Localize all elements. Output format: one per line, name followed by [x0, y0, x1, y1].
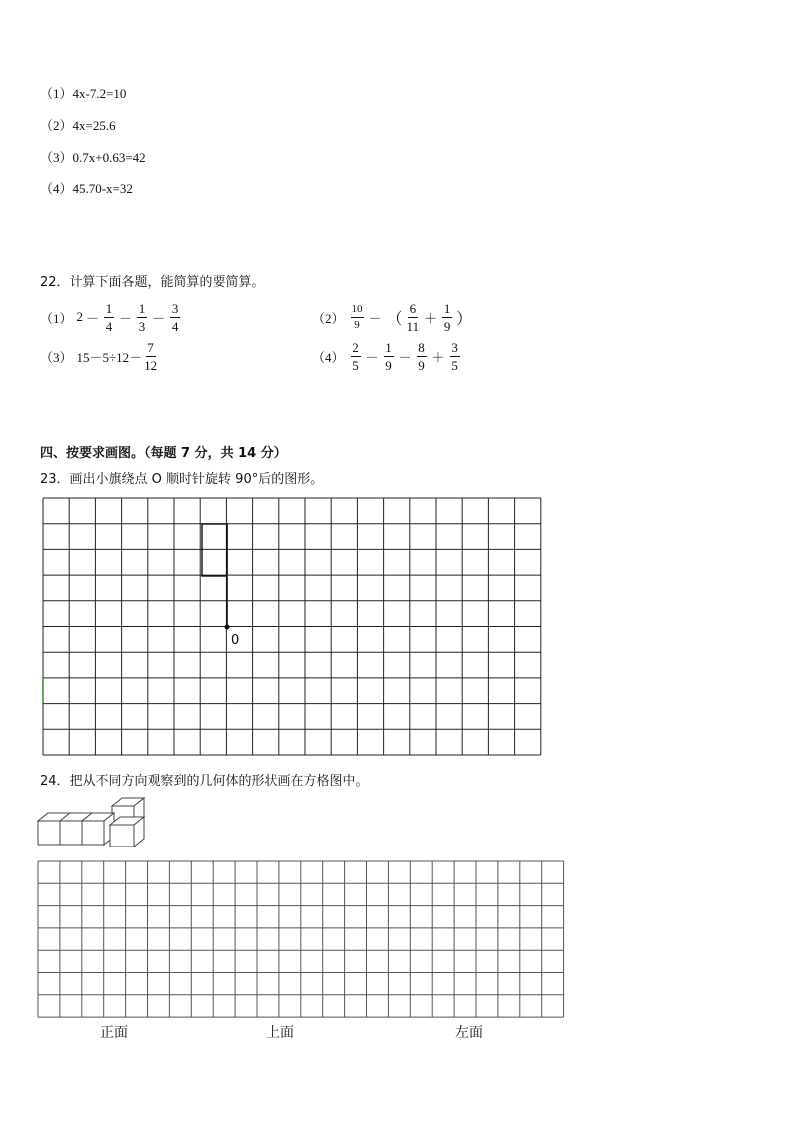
label-left-view: 左面 — [455, 1025, 483, 1041]
equation-3: （3）0.7x+0.63=42 — [40, 150, 146, 165]
problem-label: （1） — [40, 310, 73, 326]
flag-shape — [202, 524, 227, 576]
label-top-view: 上面 — [266, 1025, 294, 1041]
q23-title: 23．画出小旗绕点 O 顺时针旋转 90°后的图形。 — [40, 472, 324, 487]
minus-sign: － — [398, 349, 412, 365]
q22-problem-3 — [40, 336, 159, 376]
q22-problem-1 — [40, 297, 182, 337]
lead-expression: 15－5÷12－ — [76, 349, 143, 365]
fraction: $\frac{3}{4}$ — [171, 300, 179, 334]
fraction: $\frac{1}{3}$ — [138, 300, 146, 334]
section-4-title: 四、按要求画图。（每题 7 分，共 14 分） — [40, 446, 287, 461]
point-o-label: 0 — [231, 633, 240, 648]
point-o — [225, 625, 230, 630]
problem-label: （4） — [312, 349, 345, 365]
plus-sign: ＋ — [424, 310, 438, 326]
q22-problem-2 — [312, 297, 474, 337]
fraction: $\frac{8}{9}$ — [418, 339, 425, 373]
q23-grid — [42, 497, 548, 759]
equation-4: （4）45.70-x=32 — [40, 181, 133, 196]
problem-label: （3） — [40, 349, 73, 365]
fraction: $\frac{1}{9}$ — [385, 339, 392, 373]
minus-sign: － — [368, 310, 382, 326]
fraction: $\frac{7}{12}$ — [144, 339, 158, 373]
fraction: $\frac{10}{9}$ — [351, 302, 363, 331]
q22-title: 22．计算下面各题，能简算的要简算。 — [40, 275, 265, 290]
minus-sign: － — [365, 349, 379, 365]
minus-sign: － — [86, 310, 100, 326]
fraction: $\frac{1}{4}$ — [105, 300, 113, 334]
plus-sign: ＋ — [431, 349, 445, 365]
equation-1: （1）4x-7.2=10 — [40, 86, 127, 101]
q22-problem-4 — [312, 336, 462, 376]
cube-solid-figure — [36, 797, 154, 847]
q24-title: 24．把从不同方向观察到的几何体的形状画在方格图中。 — [40, 774, 369, 789]
lead-number: 2 — [76, 309, 84, 324]
left-paren: （ — [386, 310, 403, 328]
minus-sign: － — [152, 310, 166, 326]
fraction: $\frac{1}{9}$ — [443, 300, 451, 334]
fraction: $\frac{3}{5}$ — [451, 339, 458, 373]
q24-grid — [37, 860, 569, 1020]
minus-sign: － — [119, 310, 133, 326]
fraction: $\frac{6}{11}$ — [406, 300, 420, 334]
fraction: $\frac{2}{5}$ — [352, 339, 359, 373]
problem-label: （2） — [312, 310, 345, 326]
label-front-view: 正面 — [100, 1025, 128, 1041]
equation-2: （2）4x=25.6 — [40, 118, 116, 133]
right-paren: ） — [456, 310, 473, 328]
